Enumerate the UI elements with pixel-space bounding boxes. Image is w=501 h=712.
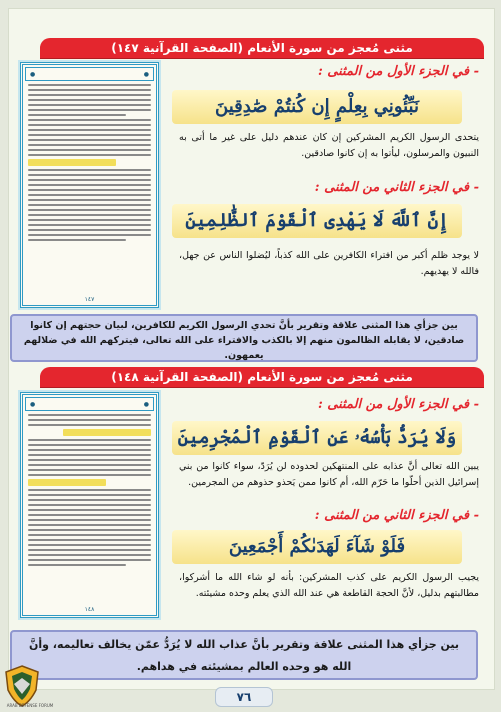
part1-text-2: يبين الله تعالى أنَّ عذابه على المنتهكين لحدوده لن يُرَدّ، سواء كانوا من بني إسرائيل الذين أحلّوا ما حَرّم الله، أم كانوا ممن يَحذو حذوهم من المجرمين. [179, 461, 479, 488]
mushaf-highlight [28, 479, 106, 486]
page-number: ٧٦ [215, 687, 273, 707]
ayah-2a: وَلَا يُرَدُّ بَأْسُهُۥ عَنِ ٱلْقَوْمِ ٱلْمُجْرِمِينَ [172, 421, 462, 455]
logo-text: ARAB DEFENSE FORUM [6, 703, 54, 708]
mushaf-page-image-2 [20, 392, 159, 618]
part2-heading-1: - في الجزء الثاني من المثنى : [314, 180, 479, 195]
part1-text-1: يتحدى الرسول الكريم المشركين إن كان عندهم دليل على غير ما أتى به النبيون والمرسلون، ليأتوا به إن كانوا صادقين. [179, 132, 479, 159]
part1-heading-1: - في الجزء الأول من المثنى : [317, 64, 479, 79]
part2-heading-2: - في الجزء الثاني من المثنى : [314, 508, 479, 523]
part2-text-1: لا يوجد ظلم أكبر من افتراء الكافرين على الله كذباً، ليُضلوا الناس عن جهل، فالله لا يهديهم. [179, 250, 479, 277]
ayah-1b: إِنَّ ٱللَّهَ لَا يَهْدِى ٱلْقَوْمَ ٱلظَّٰلِمِينَ [172, 204, 462, 238]
part2-text-2: يجيب الرسول الكريم على كذب المشركين: بأنه لو شاء الله ما أشركوا، مطالبتهم بدليل، لأنَّ الحجة القاطعة هي عند الله الذي يعلم وحده مشيئته. [179, 572, 479, 599]
mushaf-page-number: ١٤٨ [84, 606, 95, 613]
section-title-1: مثنى مُعجز من سورة الأنعام (الصفحة القرآنية ١٤٧) [40, 38, 484, 58]
summary-box-1: بين جزأي هذا المثنى علاقة وتقرير بأنَّ تحدي الرسول الكريم للكافرين، لبيان حجتهم إن كانوا صادقين، لا يقابله الظالمون منهم إلا بالكذب والافتراء على الله تعالى، فيتركهم الله في ضلالهم يعمهون. [10, 314, 478, 362]
summary-box-2: بين جزأي هذا المثنى علاقة وتقرير بأنَّ عذاب الله لا يُرَدُّ عمّن يخالف تعاليمه، وأنَّ الله هو وحده العالم بمشيئته في هداهم. [10, 630, 478, 680]
ayah-1a: نَبِّئُونِي بِعِلْمٍ إِن كُنتُمْ صَٰدِقِينَ [172, 90, 462, 124]
mushaf-highlight [63, 429, 151, 436]
part1-heading-2: - في الجزء الأول من المثنى : [317, 397, 479, 412]
ayah-2b: فَلَوْ شَآءَ لَهَدَىٰكُمْ أَجْمَعِينَ [172, 530, 462, 564]
section-title-2: مثنى مُعجز من سورة الأنعام (الصفحة القرآنية ١٤٨) [40, 367, 484, 387]
mushaf-header: ● ● [25, 67, 154, 81]
mushaf-highlight [28, 159, 116, 166]
shield-logo-icon [2, 664, 42, 708]
mushaf-header: ● ● [25, 397, 154, 411]
mushaf-page-number: ١٤٧ [84, 296, 95, 303]
mushaf-page-image-1 [20, 62, 159, 308]
